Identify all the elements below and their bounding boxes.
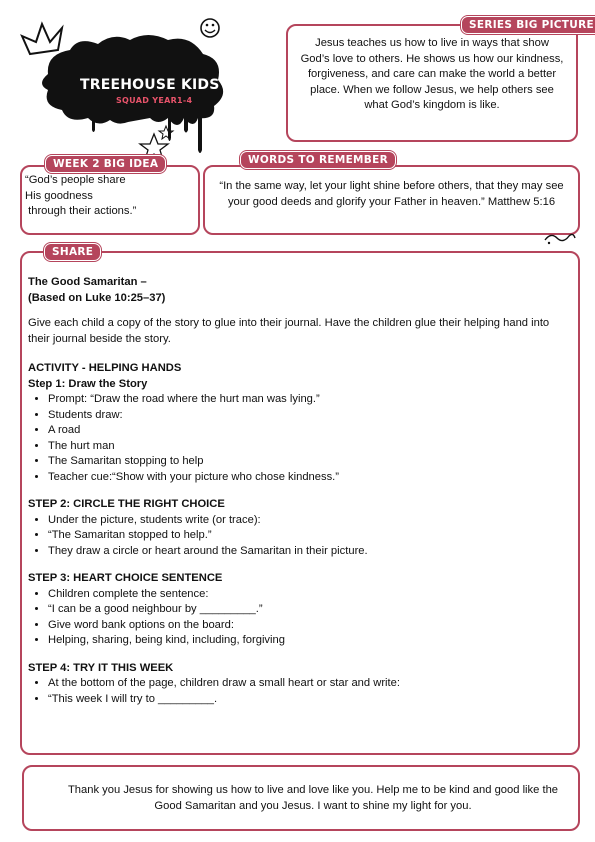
list-item: • Students draw: — [48, 408, 568, 424]
list-item: • Prompt: “Draw the road where the hurt man was lying.” — [48, 392, 568, 408]
list-item: • The hurt man — [48, 439, 568, 455]
activity-heading: ACTIVITY - HELPING HANDS — [28, 362, 182, 374]
scribble-icon — [543, 230, 577, 246]
step4-list — [28, 676, 568, 707]
story-title: The Good Samaritan – — [28, 276, 147, 288]
share-box — [20, 251, 580, 755]
share-tag: SHARE — [44, 243, 101, 261]
step2-list — [28, 513, 568, 560]
step3-list — [28, 587, 568, 649]
list-item: • Give word bank options on the board: — [48, 618, 568, 634]
step1-heading: Step 1: Draw the Story — [28, 377, 148, 390]
big-idea-tag: WEEK 2 BIG IDEA — [45, 155, 166, 173]
list-item: • “The Samaritan stopped to help.” — [48, 528, 568, 544]
list-item: • “I can be a good neighbour by _________.” — [48, 602, 568, 618]
big-idea-box — [20, 165, 200, 235]
big-idea-line: through their actions.” — [25, 205, 137, 217]
prayer-text: Thank you Jesus for showing us how to live and love like you. Help me to be kind and good like the Good Samaritan and you Jesus. I want to shine my light for you. — [67, 784, 559, 812]
treehouse-kids-logo — [18, 14, 248, 164]
words-to-remember-box — [203, 165, 580, 235]
series-big-picture-tag: SERIES BIG PICTURE — [461, 16, 595, 34]
list-item: • Teacher cue:“Show with your picture who chose kindness.” — [48, 470, 568, 486]
list-item: • A road — [48, 423, 568, 439]
list-item: • Children complete the sentence: — [48, 587, 568, 603]
step1-list — [28, 392, 568, 485]
list-item: • The Samaritan stopping to help — [48, 454, 568, 470]
big-idea-line: “God’s people share — [25, 174, 126, 186]
list-item: • At the bottom of the page, children draw a small heart or star and write: — [48, 676, 568, 692]
story-reference: (Based on Luke 10:25–37) — [28, 291, 166, 304]
list-item: • Helping, sharing, being kind, including, forgiving — [48, 633, 568, 649]
logo-title: TREEHOUSE KIDS — [80, 77, 220, 93]
words-to-remember-tag: WORDS TO REMEMBER — [240, 151, 396, 169]
prayer-box — [22, 765, 580, 831]
step4-heading: STEP 4: TRY IT THIS WEEK — [28, 661, 174, 674]
step3-heading: STEP 3: HEART CHOICE SENTENCE — [28, 572, 223, 584]
big-idea-line: His goodness — [25, 189, 93, 202]
series-big-picture-text: Jesus teaches us how to live in ways that show God’s love to others. He shows us how our kindness, forgiveness, and care can make the world a better place. When we follow Jesus, we help others see what God’s kingdom is like. — [300, 37, 564, 111]
share-intro: Give each child a copy of the story to glue into their journal. Have the children glue their helping hand into their journal beside the story. — [28, 317, 550, 345]
logo-subtitle: SQUAD YEAR1-4 — [116, 96, 193, 105]
list-item: • “This week I will try to _________. — [48, 692, 568, 708]
series-big-picture-box — [286, 24, 578, 142]
step2-heading: STEP 2: CIRCLE THE RIGHT CHOICE — [28, 498, 225, 510]
list-item: • Under the picture, students write (or trace): — [48, 513, 568, 529]
memory-verse-text: “In the same way, let your light shine before others, that they may see your good deeds and glorify your Father in heaven.” Matthew 5:16 — [219, 180, 564, 208]
list-item: • They draw a circle or heart around the Samaritan in their picture. — [48, 544, 568, 560]
